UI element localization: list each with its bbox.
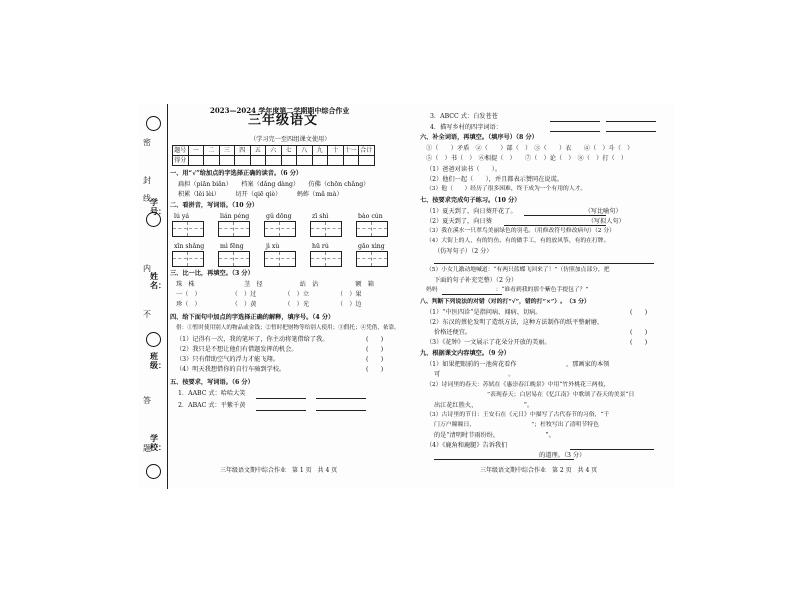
answer-paren[interactable]: ( )	[630, 309, 648, 316]
q4-item: （4）明天我想借你的自行车骑到学校。	[176, 366, 286, 373]
score-header-cell: 四	[235, 146, 251, 156]
score-cell[interactable]	[281, 156, 297, 166]
writing-grid[interactable]	[218, 251, 250, 267]
q4-item: （3）只有借助空气的浮力才能飞翔。	[176, 356, 279, 363]
pinyin: xīn shǎng	[174, 243, 205, 250]
score-header-cell: 一	[188, 146, 204, 156]
q9-item: （4）《鹿角和鹿腿》告诉我们	[426, 442, 594, 449]
writing-grid[interactable]	[218, 221, 250, 237]
left-page	[170, 106, 400, 485]
score-cell[interactable]	[359, 156, 375, 166]
q5-item: 4．描写乡村的四字词语：	[430, 124, 502, 131]
answer-line[interactable]	[256, 410, 306, 411]
q7-item: （4）大街上的人，有的钓鱼、有的做手工，有的放风筝，有的在打牌。	[426, 238, 610, 244]
score-row-label: 得分	[174, 157, 187, 164]
writing-grid[interactable]	[172, 221, 204, 237]
answer-line[interactable]	[524, 215, 606, 216]
q4-item: （1）记得有一次，我的笔坏了，你主动将笔借给了我。	[176, 336, 329, 343]
score-cell[interactable]	[343, 156, 359, 166]
score-cell[interactable]	[188, 156, 204, 166]
score-cell[interactable]	[297, 156, 313, 166]
pinyin: bào cún	[358, 213, 383, 220]
answer-line[interactable]	[434, 263, 654, 264]
score-table	[172, 145, 375, 166]
writing-grid[interactable]	[310, 221, 342, 237]
q3-line: 珍（ ） （ ）黄 （ ）光 （ ）边	[176, 301, 362, 308]
answer-paren[interactable]: ( )	[366, 356, 384, 363]
q4-item: （2）我只是不想让他们有借题发挥的机会。	[176, 346, 298, 353]
q9-item: （2）诗词里的春天：苏轼在《惠崇春江晚景》中用“竹外桃花三两枝，	[426, 382, 610, 388]
q9-item: （3）古诗里的节日：王安石在《元日》中描写了古代春节的习俗，“千	[426, 412, 610, 418]
answer-line[interactable]	[316, 410, 366, 411]
seal-char: 封	[143, 176, 151, 185]
q6-item: （3）他（ ）经历了很多困难，终于成为一个有用的人才。	[426, 186, 587, 192]
q9-item: 出江花红胜火， ”。	[434, 402, 534, 409]
q6-title: 六、补全词语，再填空。（填序号）（8 分）	[420, 134, 538, 141]
seal-char: 题	[143, 444, 151, 453]
answer-line[interactable]	[316, 398, 366, 399]
pinyin: jì xù	[266, 243, 280, 250]
q5-item: 3．ABCC 式：白发苍苍	[430, 113, 498, 120]
q6-line: ⑤（ ）书（ ） ⑥相提（ ） ⑦（ ）论（ ） ⑧（ ）打（ ）	[426, 155, 628, 162]
pinyin: gāo xìng	[358, 243, 385, 250]
score-header-cell: 合计	[360, 147, 373, 154]
score-header-cell: 八	[297, 146, 313, 156]
student-name-label: 姓名：	[150, 271, 166, 290]
binding-hole	[146, 332, 161, 347]
q7-item: 下面的句子补充完整）（2 分）	[434, 277, 518, 284]
answer-paren[interactable]: ( )	[630, 339, 648, 346]
score-cell[interactable]	[250, 156, 266, 166]
score-cell[interactable]	[266, 156, 282, 166]
pinyin: hū rú	[312, 243, 329, 250]
answer-paren[interactable]: ( )	[366, 336, 384, 343]
q8-item: （3）《花钟》一文展示了花朵分开放的美丽。	[426, 339, 551, 346]
answer-paren[interactable]: ( )	[366, 346, 384, 353]
q4-title: 四、给下面句中加点的字选择正确的解释，填序号。（4 分）	[170, 314, 335, 321]
student-school-label: 学校：	[150, 433, 166, 452]
answer-line[interactable]	[550, 121, 600, 122]
q7-item: （5）小女儿激动地喊道：“有两只蓝蝶飞回来了！”（仿照加点部分，把	[426, 267, 610, 273]
q6-item: （1）爸爸对读书（ ）。	[426, 166, 502, 173]
q6-line: ①（ ）矛盾 ②（ ）部（ ） ③（ ）衣 ④（ ）斗（ ）	[426, 145, 634, 152]
answer-line[interactable]	[434, 459, 574, 460]
score-header-cell: 九	[312, 146, 328, 156]
pinyin: mì fēng	[220, 243, 244, 250]
writing-grid[interactable]	[356, 221, 388, 237]
pinyin: zī shì	[312, 213, 329, 220]
q9-title: 九、根据课文内容填空。（9 分）	[420, 350, 510, 357]
q3-line: 珠 株 茎 径 站 沾 额 箱	[176, 281, 374, 288]
seal-char: 内	[143, 264, 151, 273]
writing-grid[interactable]	[264, 251, 296, 267]
q8-item: （2）东汉的蔡伦发明了造纸方法，这种方法制作的纸平整耐磨，	[426, 319, 604, 326]
q7-item: （3）我在溪水一只翠鸟美丽绿色的羽毛。（用修改符号修改病句）（2 分）	[426, 228, 615, 234]
student-class-label: 班级：	[150, 351, 166, 370]
writing-grid[interactable]	[264, 221, 296, 237]
binding-hole	[146, 464, 161, 479]
usage-note: （学习完一至四组课文使用）	[250, 136, 331, 143]
score-cell[interactable]	[204, 156, 220, 166]
seal-char: 不	[143, 310, 151, 319]
q3-line: 一（ ） （ ）过 （ ）立 （ ）果	[176, 291, 362, 298]
writing-grid[interactable]	[172, 251, 204, 267]
right-footer: 三年级语文期中综合作业 第 2 页 共 4 页	[480, 467, 598, 474]
q9-item: 门万户瞳瞳日， ”；杜牧写出了清明节特色	[434, 422, 599, 428]
q1-line: 积累（lěi lèi） 切开（qiē qiè） 蚂蚱（mǎ mà）	[178, 191, 343, 198]
score-header-cell: 题号	[174, 147, 187, 154]
left-footer: 三年级语文期中综合作业 第 1 页 共 4 页	[220, 467, 338, 474]
q5-title: 五、按要求，写词语。（6 分）	[170, 379, 254, 386]
q4-intro: 借：①暂时使用别人的物品或金钱；②暂时把财物等给别人使用；③假托；④凭借，依靠。	[176, 325, 400, 331]
pinyin: lián péng	[220, 213, 250, 220]
answer-line[interactable]	[570, 449, 654, 450]
exam-title: 2023—2024 学年度第二学期期中综合作业	[210, 106, 350, 115]
q1-title: 一、用“√”给加点的字选择正确的读音。（6 分）	[170, 170, 303, 177]
q9-item: 可 。	[434, 371, 515, 378]
answer-line[interactable]	[606, 131, 656, 132]
writing-grid[interactable]	[310, 251, 342, 267]
q2-title: 二、看拼音，写词语。（10 分）	[170, 202, 259, 209]
q3-title: 三、比一比，再填空。（3 分）	[170, 270, 254, 277]
q6-item: （2）他们一起（ ），并且都表示赞同在说谎。	[426, 176, 563, 183]
binding-strip	[139, 104, 168, 489]
score-header-cell: 五	[250, 146, 266, 156]
seal-char: 答	[143, 396, 151, 405]
q8-item: 价格还便宜。	[434, 329, 472, 336]
score-header-cell: 十	[328, 146, 344, 156]
q1-line: 扁担（piān biǎn） 档案（dǎng dàng） 仿佛（chōn chǎng）	[178, 181, 370, 188]
q7-title: 七、按要求完成句子练习。（10 分）	[420, 197, 521, 204]
answer-line[interactable]	[606, 121, 656, 122]
binding-hole	[146, 116, 161, 131]
q9-item: 的道理。（3 分）	[434, 452, 586, 459]
q8-title: 八、判断下列说法的对错（对的打“√”，错的打“×”）。（3 分）	[420, 298, 590, 305]
score-cell[interactable]	[312, 156, 328, 166]
score-header-cell: 二	[204, 146, 220, 156]
score-cell[interactable]	[235, 156, 251, 166]
answer-line[interactable]	[256, 398, 306, 399]
q7-item: （2）夏天到了，向日葵 （写拟人句）	[426, 218, 625, 225]
score-cell[interactable]	[219, 156, 235, 166]
subject-title: 三年级语文	[248, 113, 319, 128]
q8-item: （1）“中医四诊”是指问病、闻病、切病。	[426, 309, 542, 316]
seal-char: 线	[143, 194, 151, 203]
seal-char: 密	[143, 138, 151, 147]
q5-item: 2．ABAC 式：平紫千黄	[178, 402, 246, 409]
q7-item: 妈妈 ：“谁看到我的那个紫色手提包了？”	[426, 287, 589, 293]
q9-item: （1）如果把眼前的一池荷花看作 ，那画家的本领	[426, 361, 610, 368]
answer-line[interactable]	[550, 131, 600, 132]
pinyin: lú yá	[174, 213, 190, 220]
score-cell[interactable]	[328, 156, 344, 166]
answer-line[interactable]	[442, 294, 502, 295]
answer-paren[interactable]: ( )	[630, 329, 648, 336]
pinyin: gǔ dōng	[266, 213, 292, 220]
score-header-cell: 十一	[344, 147, 357, 154]
score-header-cell: 三	[219, 146, 235, 156]
q9-item: ”表现春天；白居易在《忆江南》中歌颂了春天的美景“日	[434, 392, 635, 398]
student-number-label: 学号：	[150, 197, 166, 216]
right-page	[420, 107, 660, 485]
q9-item: 的是“清明时节雨纷纷， ”。	[434, 432, 555, 439]
q7-item: （仿写句子）（2 分）	[434, 248, 493, 255]
writing-grid[interactable]	[356, 251, 388, 267]
score-header-cell: 七	[281, 146, 297, 156]
answer-line[interactable]	[504, 225, 606, 226]
q5-item: 1．AABC 式：哈哈大笑	[178, 390, 246, 397]
score-header-cell: 六	[266, 146, 282, 156]
answer-paren[interactable]: ( )	[366, 366, 384, 373]
q7-item: （1）夏天到了，向日葵开花了。 （写比喻句）	[426, 208, 622, 215]
